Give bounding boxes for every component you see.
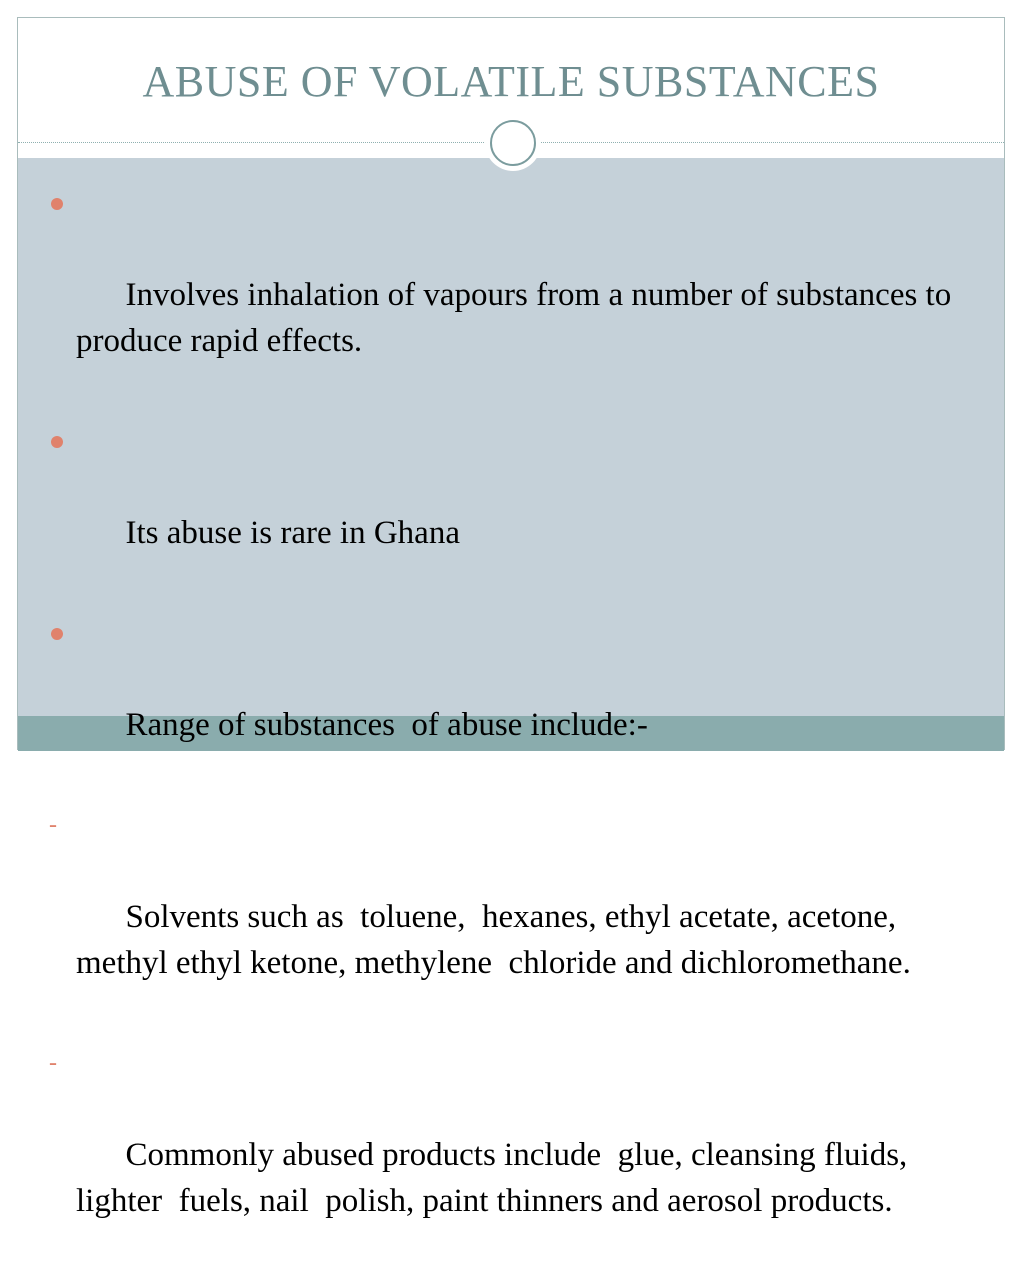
dash-marker: - bbox=[49, 812, 57, 838]
bullet-dot-icon bbox=[51, 628, 63, 640]
list-item bbox=[46, 418, 976, 602]
list-item-text: Its abuse is rare in Ghana bbox=[125, 515, 460, 551]
list-item bbox=[46, 610, 976, 794]
list-item-text: Solvents such as toluene, hexanes, ethyl acetate, acetone, methyl ethyl ketone, methylene chloride and dichloromethane. bbox=[76, 899, 911, 981]
bullet-dot-icon bbox=[51, 198, 63, 210]
dash-marker: - bbox=[49, 1050, 57, 1076]
bullet-list bbox=[46, 180, 976, 1278]
list-item bbox=[46, 1040, 976, 1270]
slide-title: ABUSE OF VOLATILE SUBSTANCES bbox=[142, 57, 880, 106]
circle-ornament-icon bbox=[485, 115, 541, 171]
list-item bbox=[46, 802, 976, 1032]
list-item-text: Range of substances of abuse include:- bbox=[125, 707, 648, 743]
list-item-text: Commonly abused products include glue, cleansing fluids, lighter fuels, nail polish, paint thinners and aerosol products. bbox=[76, 1137, 916, 1219]
list-item bbox=[46, 180, 976, 410]
bullet-dot-icon bbox=[51, 436, 63, 448]
list-item-text: Involves inhalation of vapours from a number of substances to produce rapid effects. bbox=[76, 277, 960, 359]
slide bbox=[17, 17, 1005, 1219]
